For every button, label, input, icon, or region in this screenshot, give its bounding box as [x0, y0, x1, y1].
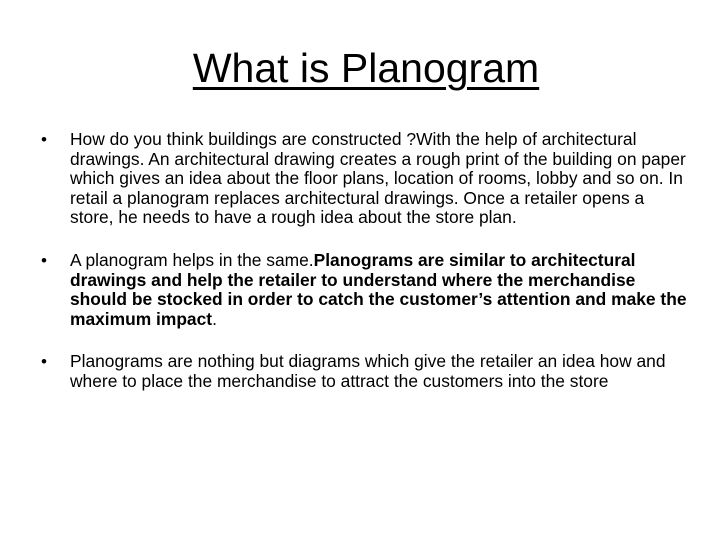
bullet-point-icon: • — [41, 250, 47, 270]
bullet-text-end: . — [212, 308, 217, 329]
bullet-item-constructed — [30, 130, 690, 228]
bullet-text: How do you think buildings are constructed ?With the help of architectural drawings. An architectural drawing creates a rough print of the building on paper which gives an idea about the floor plans, location of rooms, lobby and so on. In retail a planogram replaces architectural drawings. Once a retailer opens a store, he needs to have a rough idea about the store plan. — [70, 129, 686, 228]
bullet-text: Planograms are nothing but diagrams which give the retailer an idea how and where to place the merchandise to attract the customers into the store — [70, 351, 666, 391]
bullet-point-icon: • — [41, 130, 47, 149]
bullet-list — [30, 130, 690, 415]
bullet-item-similar — [30, 251, 690, 329]
bullet-item-diagrams — [30, 352, 690, 391]
bullet-point-icon: • — [41, 352, 47, 372]
bullet-text-bold: Planograms are similar to architectural drawings and help the retailer to understand where the merchandise should be stocked in order to catch the customer’s attention and make the maximum impact — [70, 249, 687, 329]
slide-title: What is Planogram — [192, 45, 540, 91]
bullet-text-plain: A planogram helps in the same. — [70, 249, 314, 270]
